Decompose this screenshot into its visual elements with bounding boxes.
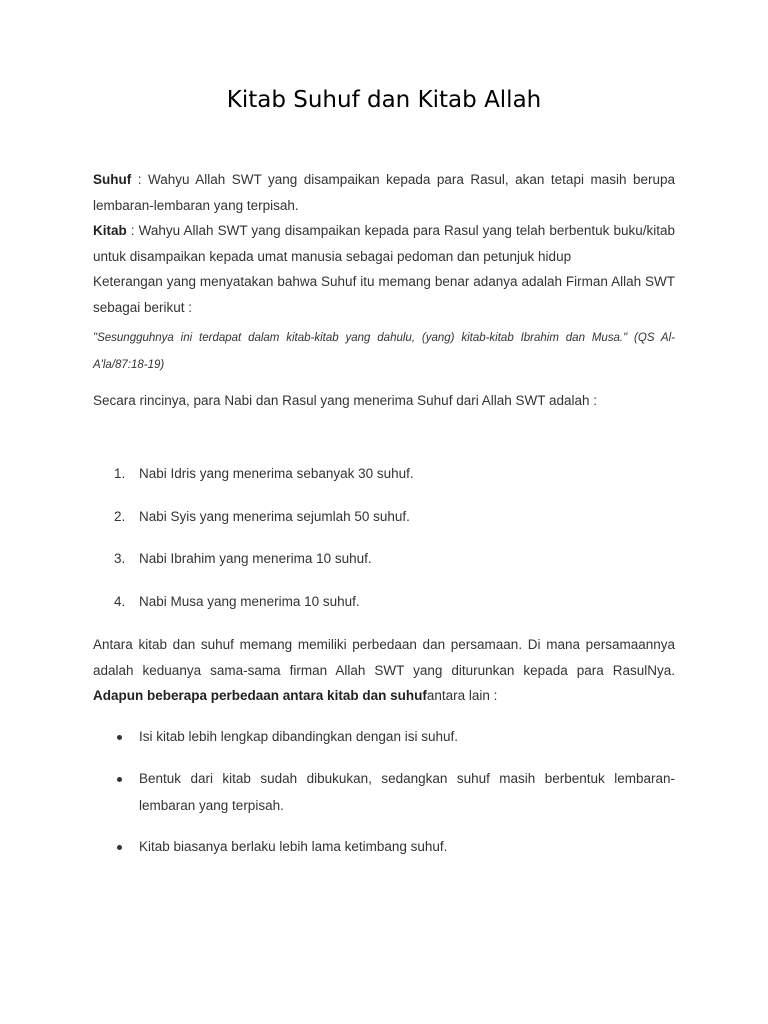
bullet-icon — [117, 735, 122, 740]
bullet-item-text: Isi kitab lebih lengkap dibandingkan dengan isi suhuf. — [139, 729, 458, 744]
bullet-icon — [117, 845, 122, 850]
comparison-text: Antara kitab dan suhuf memang memiliki perbedaan dan persamaan. Di mana persamaannya adalah keduanya sama-sama firman Allah SWT yang diturunkan kepada para RasulNya. — [93, 637, 675, 678]
list-number: 1. — [114, 466, 126, 481]
list-number: 3. — [114, 551, 126, 566]
definition-suhuf-text: : Wahyu Allah SWT yang disampaikan kepada para Rasul, akan tetapi masih berupa lembaran-lembaran yang terpisah. — [93, 172, 675, 213]
term-suhuf: Suhuf — [93, 172, 132, 187]
definition-kitab-text: : Wahyu Allah SWT yang disampaikan kepada para Rasul yang telah berbentuk buku/kitab untuk disampaikan kepada umat manusia sebagai pedoman dan petunjuk hidup — [93, 223, 675, 264]
list-number: 4. — [114, 594, 126, 609]
list-item-text: Nabi Idris yang menerima sebanyak 30 suhuf. — [139, 466, 414, 481]
definition-suhuf — [93, 167, 675, 218]
list-intro: Secara rincinya, para Nabi dan Rasul yang menerima Suhuf dari Allah SWT adalah : — [93, 393, 598, 408]
term-kitab: Kitab — [93, 223, 127, 238]
list-item-text: Nabi Ibrahim yang menerima 10 suhuf. — [139, 551, 372, 566]
evidence-paragraph: Keterangan yang menyatakan bahwa Suhuf itu memang benar adanya adalah Firman Allah SWT sebagai berikut : — [93, 274, 675, 315]
definition-kitab — [93, 218, 675, 269]
list-number: 2. — [114, 509, 126, 524]
comparison-bold: Adapun beberapa perbedaan antara kitab dan suhuf — [93, 688, 427, 703]
list-item-text: Nabi Musa yang menerima 10 suhuf. — [139, 594, 360, 609]
bullet-icon — [117, 777, 122, 782]
comparison-paragraph — [93, 632, 675, 709]
document-title: Kitab Suhuf dan Kitab Allah — [226, 87, 542, 113]
bullet-item-text: Bentuk dari kitab sudah dibukukan, sedangkan suhuf masih berbentuk lembaran-lembaran yang terpisah. — [139, 771, 675, 813]
bullet-item-text: Kitab biasanya berlaku lebih lama ketimbang suhuf. — [139, 839, 448, 854]
quran-quote: "Sesungguhnya ini terdapat dalam kitab-kitab yang dahulu, (yang) kitab-kitab Ibrahim dan Musa." (QS Al-A'la/87:18-19) — [93, 332, 675, 371]
list-item-text: Nabi Syis yang menerima sejumlah 50 suhuf. — [139, 509, 410, 524]
comparison-tail: antara lain : — [426, 688, 498, 703]
